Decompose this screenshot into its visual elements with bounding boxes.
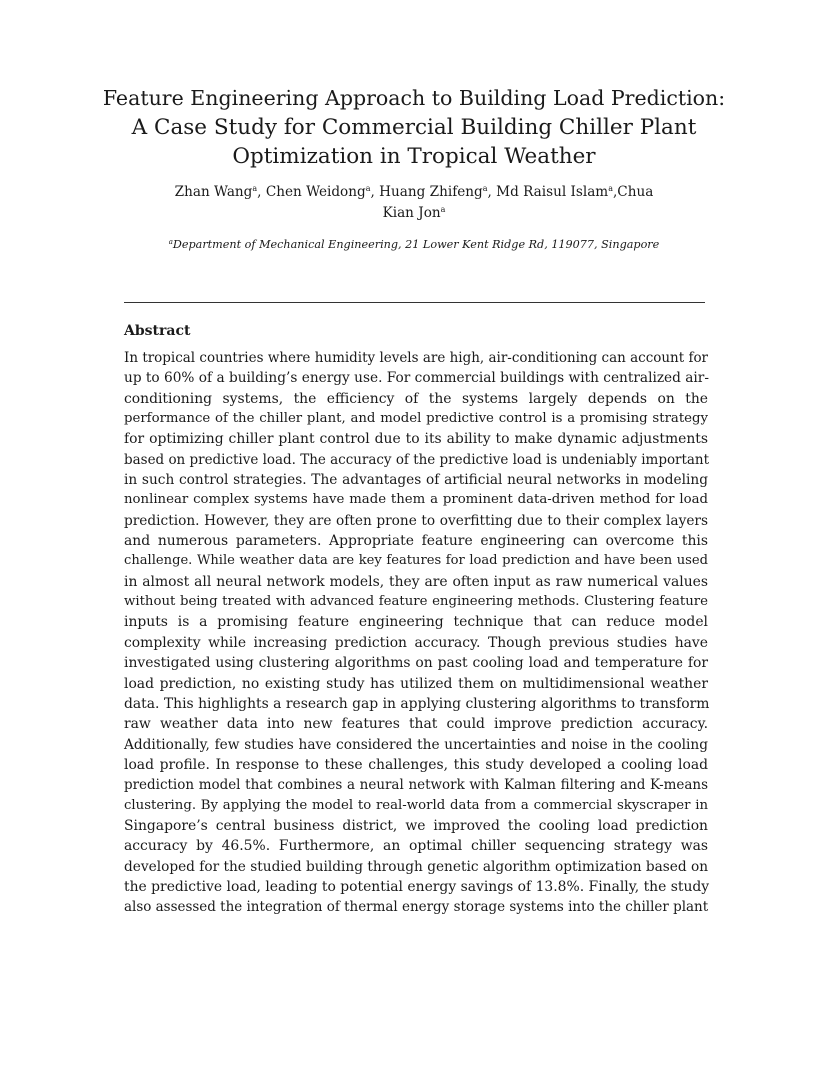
abstract-line: prediction model that combines a neural network with Kalman filtering and K-means	[124, 777, 708, 794]
author-affiliation-mark: a	[440, 205, 446, 214]
author-affiliation-mark: a	[252, 184, 258, 193]
abstract-line: in almost all neural network models, they are often input as raw numerical values	[124, 573, 708, 590]
abstract-line: conditioning systems, the efficiency of the systems largely depends on the	[124, 390, 708, 407]
author-name: Kian Jon	[382, 205, 441, 221]
abstract-line: developed for the studied building through genetic algorithm optimization based on	[124, 858, 709, 875]
author-affiliation-mark: a	[608, 184, 613, 193]
affiliation-mark: a	[168, 238, 173, 246]
affiliation	[100, 237, 728, 253]
author-line	[120, 182, 708, 203]
author-name: Chen Weidong	[265, 184, 366, 200]
abstract-line: challenge. While weather data are key features for load prediction and have been used	[124, 553, 708, 569]
author-affiliation-mark: a	[482, 184, 488, 193]
abstract-line: accuracy by 46.5%. Furthermore, an optimal chiller sequencing strategy was	[124, 838, 708, 855]
abstract-line: clustering. By applying the model to real-world data from a commercial skyscraper in	[124, 797, 708, 813]
abstract-line: complexity while increasing prediction accuracy. Though previous studies have	[124, 634, 708, 651]
abstract-line: up to 60% of a building’s energy use. For commercial buildings with centralized air-	[124, 370, 709, 387]
abstract-heading: Abstract	[124, 323, 191, 339]
abstract-line: load prediction, no existing study has utilized them on multidimensional weather	[124, 675, 708, 692]
abstract-line: in such control strategies. The advantages of artificial neural networks in modeling	[124, 472, 708, 489]
title-line: Optimization in Tropical Weather	[232, 144, 596, 169]
paper-title	[100, 84, 728, 171]
abstract-line: and numerous parameters. Appropriate feature engineering can overcome this	[124, 533, 708, 550]
author-name: Zhan Wang	[174, 184, 253, 200]
author-name: Huang Zhifeng	[379, 184, 483, 200]
author-line	[120, 203, 708, 224]
abstract-line: load profile. In response to these challenges, this study developed a cooling load	[124, 756, 708, 773]
abstract-line: investigated using clustering algorithms on past cooling load and temperature for	[124, 655, 708, 672]
abstract-line: Additionally, few studies have considered the uncertainties and noise in the cooling	[124, 736, 708, 753]
abstract-line: the predictive load, leading to potential energy savings of 13.8%. Finally, the study	[124, 878, 710, 895]
author-name: Md Raisul Islam	[496, 184, 609, 200]
abstract-line: inputs is a promising feature engineering technique that can reduce model	[124, 614, 708, 631]
abstract-line: nonlinear complex systems have made them a prominent data-driven method for load	[124, 492, 708, 508]
author-affiliation-mark: a	[365, 184, 371, 193]
title-line: A Case Study for Commercial Building Chiller Plant	[131, 115, 697, 140]
author-separator: ,	[487, 184, 497, 200]
author-separator: ,	[257, 184, 266, 200]
title-line: Feature Engineering Approach to Building Load Prediction:	[102, 86, 726, 110]
abstract-line: Singapore’s central business district, we improved the cooling load prediction	[124, 817, 708, 834]
section-divider	[124, 302, 705, 303]
abstract-line: data. This highlights a research gap in applying clustering algorithms to transform	[124, 695, 710, 712]
abstract-line: prediction. However, they are often prone to overfitting due to their complex layers	[124, 512, 708, 529]
abstract-line: without being treated with advanced feature engineering methods. Clustering feature	[124, 594, 708, 610]
author-list	[120, 182, 708, 224]
abstract-line: based on predictive load. The accuracy of the predictive load is undeniably important	[124, 451, 710, 468]
abstract-line: raw weather data into new features that could improve prediction accuracy.	[124, 716, 708, 733]
abstract-line: In tropical countries where humidity levels are high, air-conditioning can account for	[124, 350, 708, 366]
author-separator: ,	[370, 184, 380, 200]
affiliation-text: Department of Mechanical Engineering, 21 Lower Kent Ridge Rd, 119077, Singapore	[172, 238, 660, 251]
abstract-line: performance of the chiller plant, and model predictive control is a promising strategy	[124, 411, 708, 427]
abstract-line: also assessed the integration of thermal energy storage systems into the chiller plant	[124, 899, 709, 916]
author-separator: ,Chua	[612, 184, 654, 200]
abstract-body	[124, 348, 708, 918]
abstract-line: for optimizing chiller plant control due to its ability to make dynamic adjustments	[124, 431, 708, 448]
